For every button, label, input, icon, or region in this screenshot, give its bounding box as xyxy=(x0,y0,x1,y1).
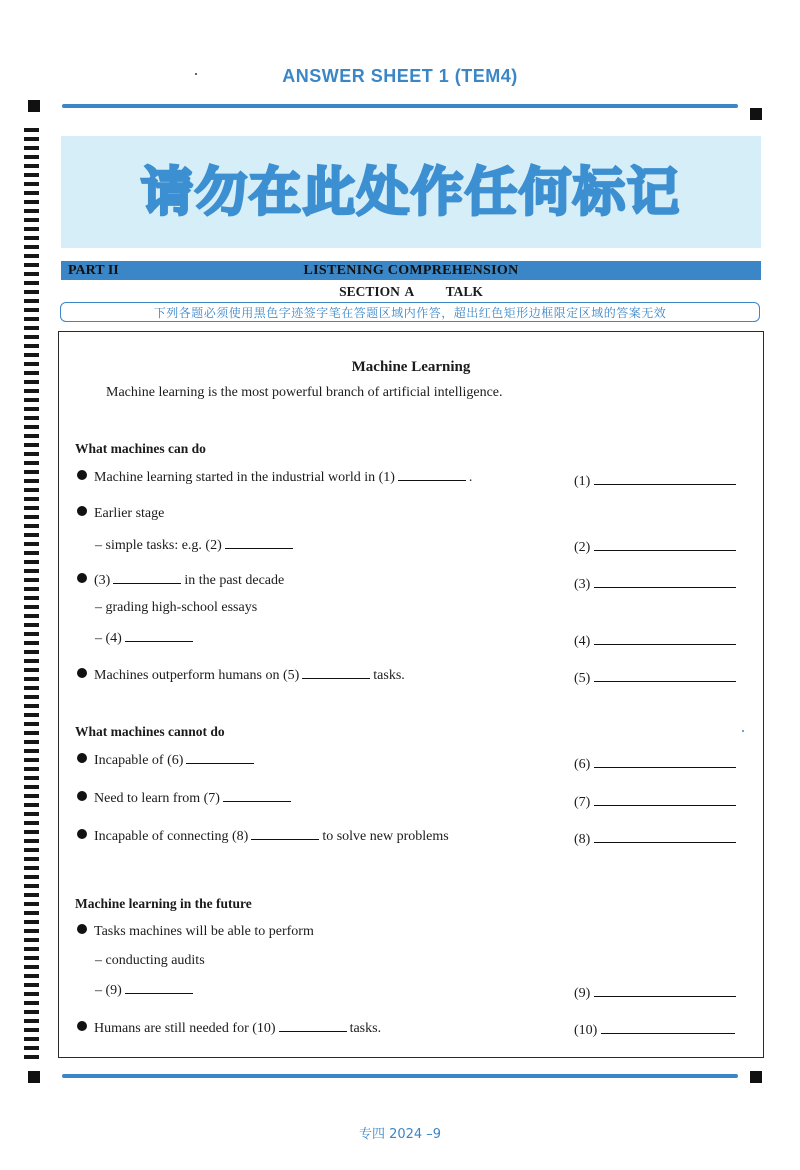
bullet-icon xyxy=(77,1021,87,1031)
item-text: . xyxy=(468,470,473,485)
blank-line xyxy=(113,572,181,584)
blank-line xyxy=(125,630,193,642)
timing-mark xyxy=(24,335,39,339)
answer-number: (7) xyxy=(574,795,591,810)
timing-mark xyxy=(24,425,39,429)
timing-mark xyxy=(24,326,39,330)
answer-blank[interactable] xyxy=(594,669,736,682)
sub-item: – conducting audits xyxy=(95,953,205,968)
answer-blank[interactable] xyxy=(594,472,736,485)
answer-number: (6) xyxy=(574,757,591,772)
corner-marker-bottom-right xyxy=(750,1071,762,1083)
list-item-2 xyxy=(77,506,164,522)
timing-mark xyxy=(24,470,39,474)
item-text: tasks. xyxy=(349,1021,382,1036)
timing-mark xyxy=(24,434,39,438)
bullet-icon xyxy=(77,506,87,516)
timing-mark xyxy=(24,623,39,627)
timing-mark xyxy=(24,1046,39,1050)
timing-mark xyxy=(24,182,39,186)
answer-number: (5) xyxy=(574,671,591,686)
answer-blank[interactable] xyxy=(594,830,736,843)
timing-mark xyxy=(24,191,39,195)
timing-mark xyxy=(24,236,39,240)
timing-mark xyxy=(24,452,39,456)
item-text: – simple tasks: e.g. (2) xyxy=(95,538,222,553)
item-text: Incapable of connecting (8) xyxy=(94,829,249,844)
timing-mark xyxy=(24,596,39,600)
timing-mark xyxy=(24,578,39,582)
timing-mark xyxy=(24,227,39,231)
answer-number: (4) xyxy=(574,634,591,649)
answer-line-2[interactable] xyxy=(574,538,736,556)
timing-mark xyxy=(24,155,39,159)
timing-mark xyxy=(24,848,39,852)
sub-item xyxy=(95,982,196,999)
corner-marker-top-left xyxy=(28,100,40,112)
blank-line xyxy=(279,1020,347,1032)
timing-mark xyxy=(24,902,39,906)
answer-line-1[interactable] xyxy=(574,472,736,490)
timing-mark xyxy=(24,650,39,654)
timing-mark xyxy=(24,461,39,465)
timing-mark xyxy=(24,344,39,348)
answer-blank[interactable] xyxy=(594,538,736,551)
section-heading-can-do: What machines can do xyxy=(75,441,206,456)
timing-mark xyxy=(24,137,39,141)
timing-mark xyxy=(24,209,39,213)
timing-mark xyxy=(24,488,39,492)
timing-mark xyxy=(24,911,39,915)
timing-mark xyxy=(24,884,39,888)
bullet-icon xyxy=(77,668,87,678)
timing-mark xyxy=(24,389,39,393)
timing-mark xyxy=(24,695,39,699)
item-text: – (9) xyxy=(95,983,122,998)
answer-blank[interactable] xyxy=(594,632,736,645)
timing-mark xyxy=(24,299,39,303)
timing-mark xyxy=(24,560,39,564)
timing-mark xyxy=(24,200,39,204)
timing-mark xyxy=(24,587,39,591)
timing-mark xyxy=(24,515,39,519)
timing-mark xyxy=(24,767,39,771)
timing-mark xyxy=(24,983,39,987)
timing-mark xyxy=(24,686,39,690)
timing-mark xyxy=(24,1019,39,1023)
timing-mark xyxy=(24,254,39,258)
answer-line-10[interactable] xyxy=(574,1021,735,1039)
timing-mark xyxy=(24,794,39,798)
timing-mark xyxy=(24,1055,39,1059)
item-text: Humans are still needed for (10) xyxy=(94,1021,276,1036)
bullet-icon xyxy=(77,573,87,583)
timing-mark xyxy=(24,533,39,537)
timing-mark xyxy=(24,956,39,960)
bottom-rule xyxy=(62,1074,738,1078)
list-item-4 xyxy=(77,667,405,684)
answer-number: (9) xyxy=(574,986,591,1001)
part-label: PART II xyxy=(68,263,119,278)
answer-blank[interactable] xyxy=(601,1021,735,1034)
timing-mark xyxy=(24,380,39,384)
timing-mark xyxy=(24,830,39,834)
bullet-icon xyxy=(77,470,87,480)
blank-line xyxy=(186,752,254,764)
answer-line-3[interactable] xyxy=(574,575,736,593)
timing-mark xyxy=(24,749,39,753)
timing-mark xyxy=(24,659,39,663)
timing-mark xyxy=(24,803,39,807)
timing-mark xyxy=(24,263,39,267)
timing-mark xyxy=(24,947,39,951)
blank-line xyxy=(223,790,291,802)
timing-mark xyxy=(24,317,39,321)
timing-mark xyxy=(24,416,39,420)
timing-mark xyxy=(24,569,39,573)
timing-mark xyxy=(24,758,39,762)
top-rule xyxy=(62,104,738,108)
section-heading-future: Machine learning in the future xyxy=(75,896,252,911)
item-text: Need to learn from (7) xyxy=(94,791,220,806)
timing-mark xyxy=(24,875,39,879)
sub-item xyxy=(95,630,196,647)
timing-mark xyxy=(24,506,39,510)
bullet-icon xyxy=(77,753,87,763)
answer-blank[interactable] xyxy=(594,755,736,768)
timing-mark xyxy=(24,974,39,978)
sheet-title: ANSWER SHEET 1 (TEM4) xyxy=(282,66,518,86)
item-text: Earlier stage xyxy=(94,506,165,521)
stray-dot xyxy=(195,73,197,75)
blank-line xyxy=(225,537,293,549)
timing-mark xyxy=(24,290,39,294)
section-heading-cannot-do: What machines cannot do xyxy=(75,724,225,739)
bullet-icon xyxy=(77,791,87,801)
stray-dot xyxy=(742,730,744,732)
timing-mark xyxy=(24,551,39,555)
timing-mark xyxy=(24,893,39,897)
timing-marks xyxy=(24,128,40,1064)
timing-mark xyxy=(24,605,39,609)
timing-mark xyxy=(24,965,39,969)
talk-title: Machine Learning xyxy=(351,359,471,375)
item-text: Machine learning started in the industrial world in (1) xyxy=(94,470,395,485)
list-item-8 xyxy=(77,924,314,940)
corner-marker-bottom-left xyxy=(28,1071,40,1083)
list-item-5 xyxy=(77,752,257,769)
timing-mark xyxy=(24,308,39,312)
timing-mark xyxy=(24,839,39,843)
list-item-3 xyxy=(77,572,284,589)
timing-mark xyxy=(24,866,39,870)
answer-number: (10) xyxy=(574,1023,598,1038)
timing-mark xyxy=(24,218,39,222)
timing-mark xyxy=(24,1028,39,1032)
timing-mark xyxy=(24,776,39,780)
item-text: Incapable of (6) xyxy=(94,753,184,768)
timing-mark xyxy=(24,614,39,618)
timing-mark xyxy=(24,245,39,249)
timing-mark xyxy=(24,812,39,816)
timing-mark xyxy=(24,731,39,735)
answer-line-5[interactable] xyxy=(574,669,736,687)
item-text: in the past decade xyxy=(184,573,285,588)
bullet-icon xyxy=(77,829,87,839)
timing-mark xyxy=(24,146,39,150)
list-item-9 xyxy=(77,1020,381,1037)
answer-blank[interactable] xyxy=(594,984,736,997)
item-text: Tasks machines will be able to perform xyxy=(94,924,314,939)
answer-number: (8) xyxy=(574,832,591,847)
blank-line xyxy=(302,667,370,679)
timing-mark xyxy=(24,272,39,276)
timing-mark xyxy=(24,479,39,483)
timing-mark xyxy=(24,362,39,366)
timing-mark xyxy=(24,1001,39,1005)
sub-item xyxy=(95,537,296,554)
timing-mark xyxy=(24,632,39,636)
answer-line-9[interactable] xyxy=(574,984,736,1002)
item-text: – (4) xyxy=(95,631,122,646)
answer-blank[interactable] xyxy=(594,793,736,806)
timing-mark xyxy=(24,938,39,942)
timing-mark xyxy=(24,821,39,825)
timing-mark xyxy=(24,857,39,861)
answer-line-7[interactable] xyxy=(574,793,736,811)
blank-line xyxy=(398,469,466,481)
timing-mark xyxy=(24,371,39,375)
list-item-1 xyxy=(77,469,472,486)
page-footer: 专四 2024 –9 xyxy=(358,1127,442,1142)
answer-number: (3) xyxy=(574,577,591,592)
answer-number: (1) xyxy=(574,474,591,489)
answer-line-8[interactable] xyxy=(574,830,736,848)
section-title: SECTION A TALK xyxy=(339,284,483,299)
blank-line xyxy=(125,982,193,994)
answer-line-6[interactable] xyxy=(574,755,736,773)
timing-mark xyxy=(24,677,39,681)
timing-mark xyxy=(24,281,39,285)
corner-marker-top-right xyxy=(750,108,762,120)
timing-mark xyxy=(24,785,39,789)
list-item-7 xyxy=(77,828,449,845)
no-mark-banner-text: 请勿在此处作任何标记 xyxy=(140,163,681,223)
notice-text: 下列各题必须使用黑色字迹签字笔在答题区域内作答，超出红色矩形边框限定区域的答案无效 xyxy=(153,306,667,320)
timing-mark xyxy=(24,164,39,168)
timing-mark xyxy=(24,353,39,357)
item-text: Machines outperform humans on (5) xyxy=(94,668,300,683)
timing-mark xyxy=(24,992,39,996)
timing-mark xyxy=(24,128,39,132)
timing-mark xyxy=(24,920,39,924)
item-text: (3) xyxy=(94,573,111,588)
answer-blank[interactable] xyxy=(594,575,736,588)
timing-mark xyxy=(24,722,39,726)
timing-mark xyxy=(24,641,39,645)
timing-mark xyxy=(24,1010,39,1014)
timing-mark xyxy=(24,542,39,546)
item-text: to solve new problems xyxy=(322,829,449,844)
timing-mark xyxy=(24,1037,39,1041)
answer-number: (2) xyxy=(574,540,591,555)
timing-mark xyxy=(24,929,39,933)
timing-mark xyxy=(24,524,39,528)
part-title: LISTENING COMPREHENSION xyxy=(303,263,519,278)
timing-mark xyxy=(24,713,39,717)
list-item-6 xyxy=(77,790,294,807)
timing-mark xyxy=(24,740,39,744)
answer-line-4[interactable] xyxy=(574,632,736,650)
timing-mark xyxy=(24,668,39,672)
bullet-icon xyxy=(77,924,87,934)
timing-mark xyxy=(24,407,39,411)
timing-mark xyxy=(24,398,39,402)
talk-intro: Machine learning is the most powerful branch of artificial intelligence. xyxy=(106,385,503,400)
timing-mark xyxy=(24,497,39,501)
item-text: tasks. xyxy=(373,668,405,683)
sub-item: – grading high-school essays xyxy=(95,600,258,615)
timing-mark xyxy=(24,173,39,177)
timing-mark xyxy=(24,704,39,708)
blank-line xyxy=(251,828,319,840)
timing-mark xyxy=(24,443,39,447)
